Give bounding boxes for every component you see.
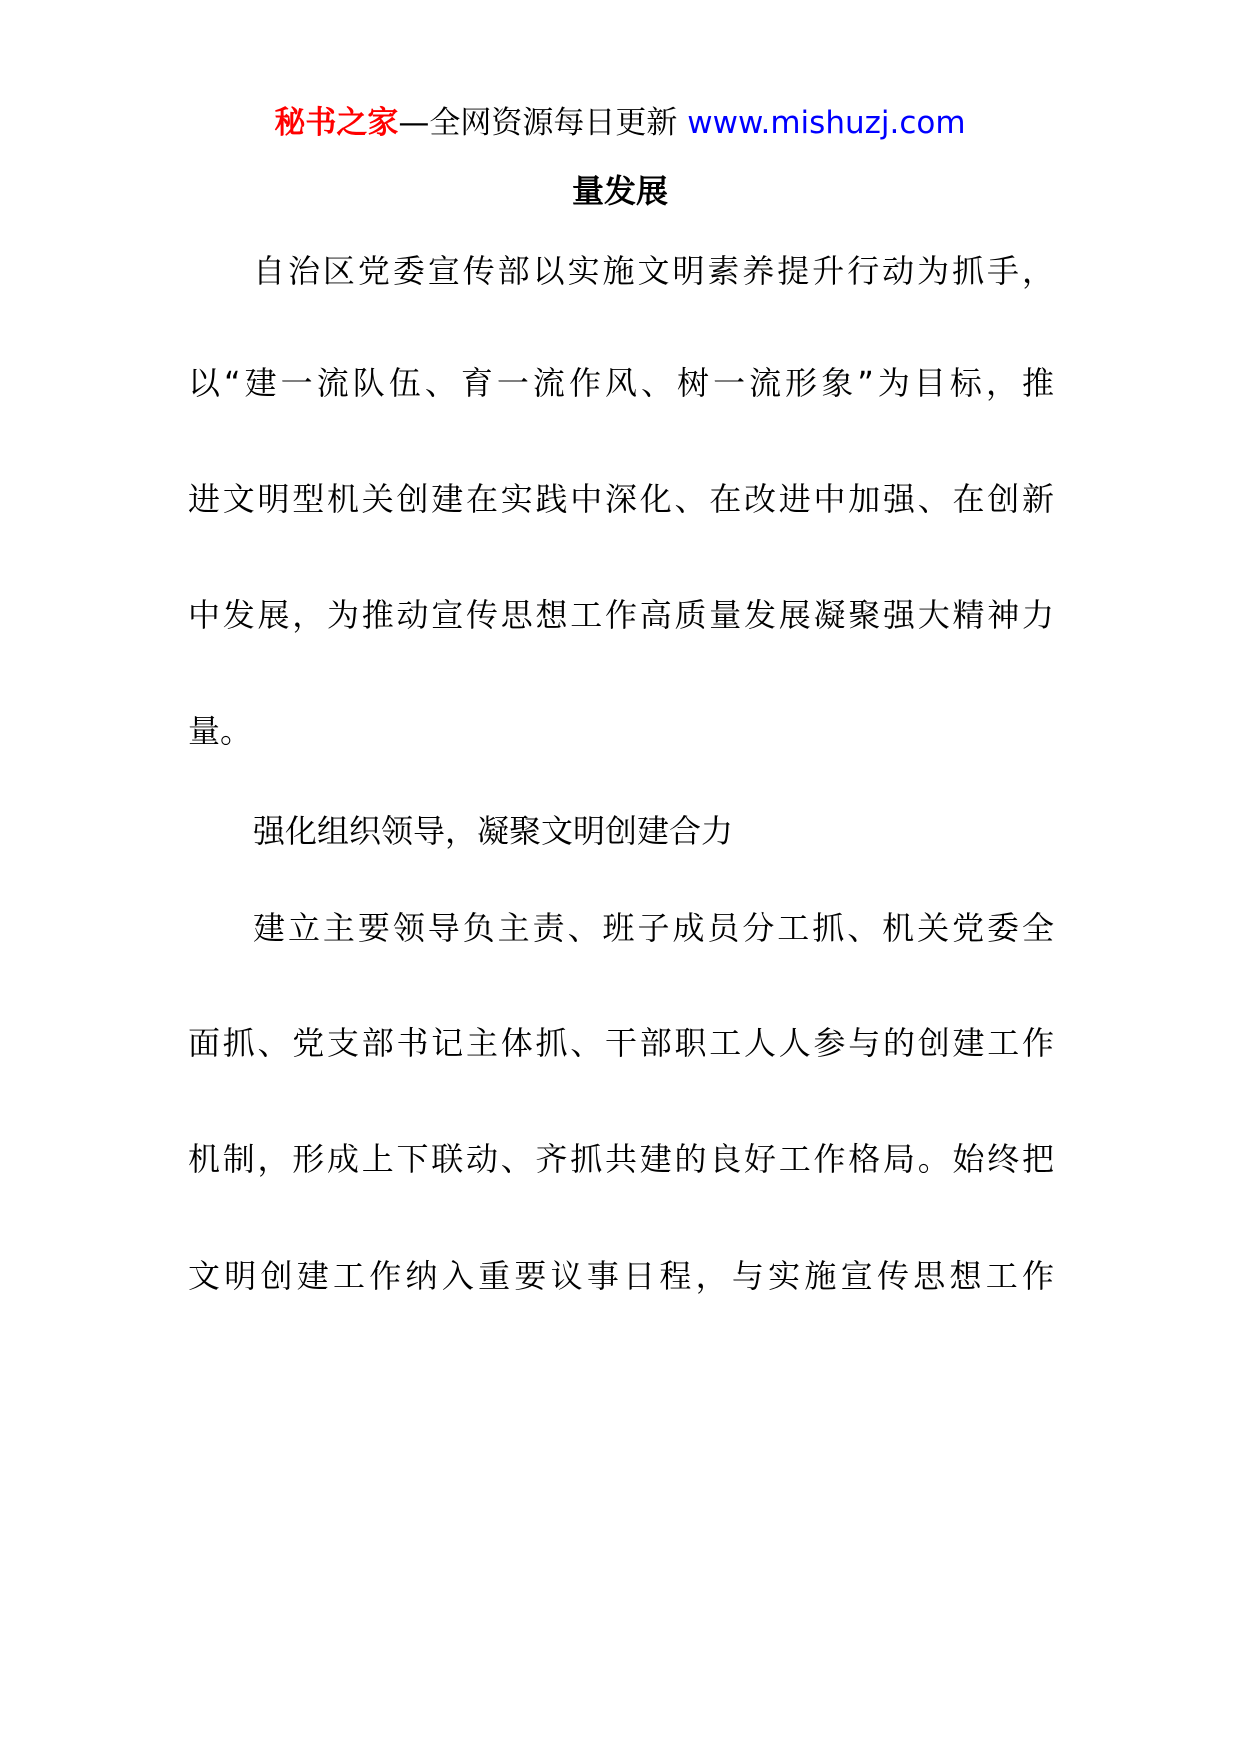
header-tagline: —全网资源每日更新 <box>398 105 678 141</box>
section-heading: 强化组织领导，凝聚文明创建合力 <box>253 812 734 850</box>
paragraph-1-line: 以“建一流队伍、育一流作风、树一流形象”为目标，推 <box>188 364 1054 402</box>
paragraph-1-line: 中发展，为推动宣传思想工作高质量发展凝聚强大精神力 <box>188 596 1054 634</box>
paragraph-2-line: 机制，形成上下联动、齐抓共建的良好工作格局。始终把 <box>188 1140 1054 1178</box>
site-header <box>0 98 1240 148</box>
brand-name: 秘书之家 <box>274 105 399 141</box>
paragraph-1-line: 量。 <box>188 712 253 750</box>
paragraph-2-line: 建立主要领导负主责、班子成员分工抓、机关党委全 <box>253 909 1054 947</box>
document-title: 量发展 <box>571 172 668 210</box>
paragraph-2-line: 面抓、党支部书记主体抓、干部职工人人参与的创建工作 <box>188 1024 1054 1062</box>
site-url-link[interactable]: www.mishuzj.com <box>687 105 966 141</box>
paragraph-1-line: 进文明型机关创建在实践中深化、在改进中加强、在创新 <box>188 480 1054 518</box>
paragraph-1-line: 自治区党委宣传部以实施文明素养提升行动为抓手， <box>253 252 1054 290</box>
paragraph-2-line: 文明创建工作纳入重要议事日程，与实施宣传思想工作 <box>188 1257 1054 1295</box>
